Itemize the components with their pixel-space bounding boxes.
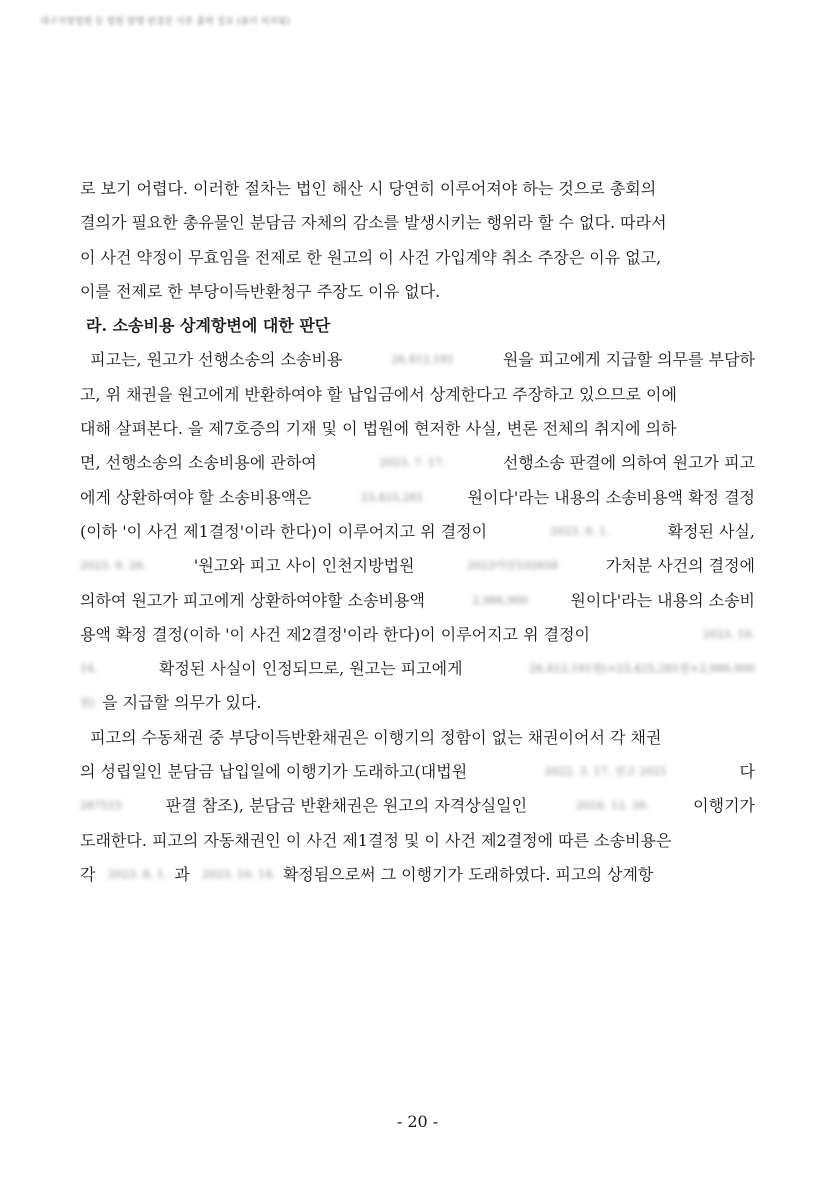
text-segment: 로 보기 어렵다. 이러한 절차는 법인 해산 시 당연히 이루어져야 하는 것으로 총회의 bbox=[80, 179, 657, 198]
redacted-text: 2023. 9. 26. bbox=[80, 559, 147, 573]
text-line bbox=[80, 206, 755, 240]
text-line bbox=[80, 721, 755, 755]
redacted-text: 2023카단102658 bbox=[467, 559, 559, 573]
text-segment: 피고는, 원고가 선행소송의 소송비용 bbox=[80, 350, 343, 370]
text-segment: 과 bbox=[174, 864, 195, 884]
text-line bbox=[80, 412, 755, 446]
text-line bbox=[80, 652, 755, 686]
text-segment: 이를 전제로 한 부당이득반환청구 주장도 이유 없다. bbox=[80, 281, 441, 301]
text-segment: 확정된 사실, bbox=[667, 521, 755, 541]
text-segment: (이하 '이 사건 제1결정'이라 한다)이 이루어지고 위 결정이 bbox=[80, 521, 493, 541]
text-line bbox=[80, 241, 755, 275]
redacted-text: 원) bbox=[80, 696, 95, 710]
text-segment: 도래한다. 피고의 자동채권인 이 사건 제1결정 및 이 사건 제2결정에 따른 소송비용은 bbox=[80, 830, 672, 850]
text-segment: 확정됨으로써 그 이행기가 도래하였다. 피고의 상계항 bbox=[282, 864, 654, 884]
redacted-header: 대구지방법원 등 법원 발행 판결문 사본 출력 정보 (블러 처리됨) bbox=[40, 17, 291, 27]
redacted-text: 2023. 7. 17. bbox=[379, 456, 446, 470]
text-line bbox=[80, 755, 755, 789]
text-line bbox=[80, 378, 755, 412]
text-line bbox=[80, 515, 755, 549]
text-line bbox=[80, 858, 755, 892]
text-segment: 원이다'라는 내용의 소송비 bbox=[570, 590, 755, 610]
text-segment: 다 bbox=[739, 762, 755, 782]
text-segment: '원고와 피고 사이 인천지방법원 bbox=[193, 556, 420, 576]
document-body bbox=[80, 172, 755, 892]
text-segment: 의하여 원고가 피고에게 상환하여야할 소송비용액 bbox=[80, 590, 431, 610]
text-line bbox=[80, 824, 755, 858]
redacted-text: 23,425,281 bbox=[360, 490, 424, 504]
text-segment: 에게 상환하여야 할 소송비용액은 bbox=[80, 487, 317, 507]
text-segment: 이 사건 약정이 무효임을 전제로 한 원고의 이 사건 가입계약 취소 주장은 이유 없고, bbox=[80, 247, 662, 267]
text-segment: 확정된 사실이 인정되므로, 원고는 피고에게 bbox=[158, 659, 468, 679]
text-line bbox=[80, 446, 755, 480]
redacted-text: 2016. 12. 30. bbox=[575, 799, 650, 813]
redacted-text: 2023. 10. 14. bbox=[202, 867, 276, 881]
redacted-text: 2,986,900 bbox=[472, 593, 529, 607]
text-line bbox=[80, 618, 755, 652]
page-number: - 20 - bbox=[396, 1112, 439, 1131]
redacted-text: 2023. 10. bbox=[702, 627, 755, 641]
text-segment: 의 성립일인 분담금 납입일에 이행기가 도래하고(대법원 bbox=[80, 762, 473, 782]
redacted-text: 2023. 8. 1. bbox=[550, 524, 610, 538]
redacted-text: 287515 bbox=[80, 799, 122, 813]
redacted-text: 2022. 3. 17. 선고 2021 bbox=[544, 765, 668, 779]
redacted-text: 14. bbox=[80, 662, 98, 676]
text-segment: 이행기가 bbox=[693, 796, 755, 816]
text-line bbox=[80, 275, 755, 309]
text-segment: 면, 선행소송의 소송비용에 관하여 bbox=[80, 453, 322, 473]
text-segment: 결의가 필요한 총유물인 분담금 자체의 감소를 발생시키는 행위라 할 수 없다. 따라서 bbox=[80, 213, 667, 233]
text-segment: 각 bbox=[80, 864, 101, 884]
text-line bbox=[80, 686, 755, 720]
text-segment: 원이다'라는 내용의 소송비용액 확정 결정 bbox=[467, 487, 755, 507]
redacted-text: 26,412,181 bbox=[391, 353, 455, 367]
redacted-text: 26,412,181원(=23,425,281원+2,986,900 bbox=[529, 662, 755, 676]
text-segment: 가처분 사건의 결정에 bbox=[605, 556, 755, 576]
text-line bbox=[80, 343, 755, 377]
text-segment: 고, 위 채권을 원고에게 반환하여야 할 납입금에서 상계한다고 주장하고 있으므로 이에 bbox=[80, 384, 677, 404]
text-segment: 대해 살펴본다. 을 제7호증의 기재 및 이 법원에 현저한 사실, 변론 전체의 취지에 의하 bbox=[80, 419, 677, 439]
text-segment: 원을 피고에게 지급할 의무를 부담하 bbox=[502, 350, 755, 370]
text-line bbox=[80, 549, 755, 583]
text-segment: 용액 확정 결정(이하 '이 사건 제2결정'이라 한다)이 이루어지고 위 결정이 bbox=[80, 624, 596, 644]
text-line bbox=[80, 172, 755, 206]
text-segment: 피고의 수동채권 중 부당이득반환채권은 이행기의 정함이 없는 채권이어서 각 채권 bbox=[80, 727, 662, 747]
text-segment: 선행소송 판결에 의하여 원고가 피고 bbox=[502, 453, 755, 473]
text-line bbox=[80, 584, 755, 618]
text-segment: 판결 참조), 분담금 반환채권은 원고의 자격상실일인 bbox=[165, 796, 533, 816]
text-segment: 을 지급할 의무가 있다. bbox=[102, 693, 262, 713]
section-heading: 라. 소송비용 상계항변에 대한 판단 bbox=[86, 316, 331, 336]
redacted-text: 2023. 8. 1. bbox=[107, 867, 168, 881]
text-line bbox=[80, 789, 755, 823]
text-line bbox=[80, 481, 755, 515]
